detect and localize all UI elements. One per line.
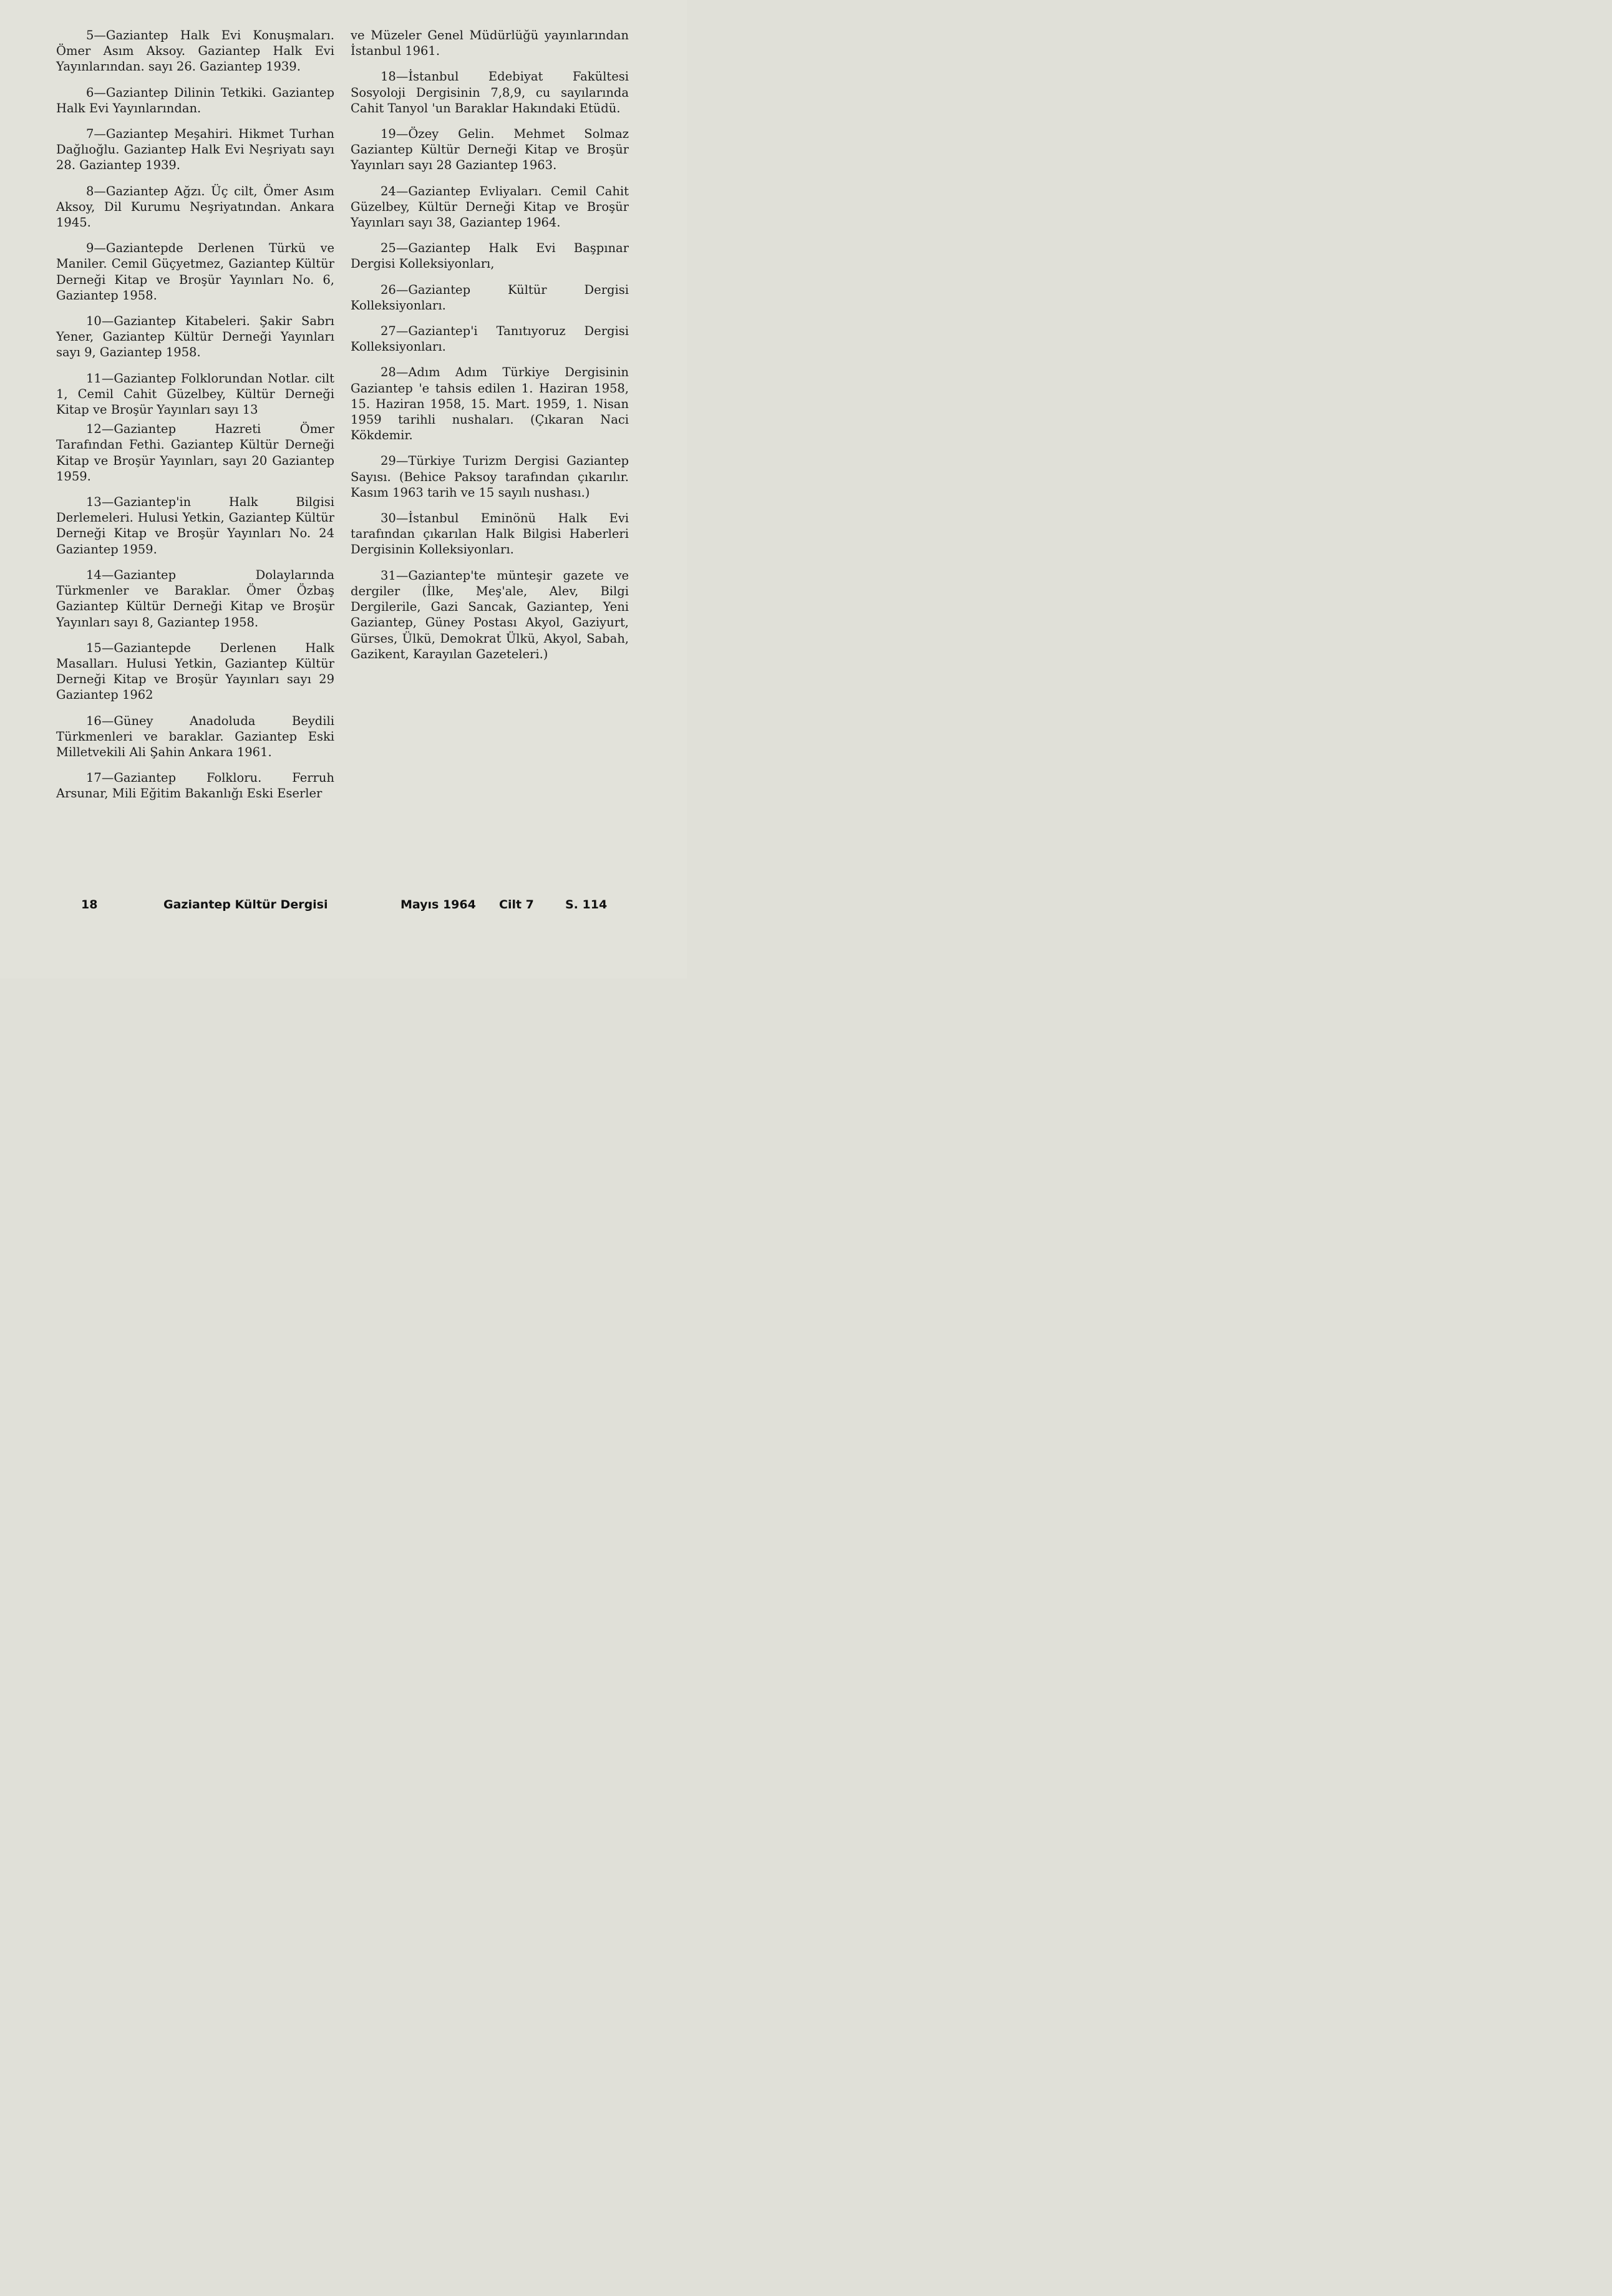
page-footer bbox=[0, 898, 687, 917]
bibliography-entry-8: 8—Gaziantep Ağzı. Üç cilt, Ömer Asım Aksoy, Dil Kurumu Neşriyatından. Ankara 1945. bbox=[56, 183, 334, 230]
bibliography-entry-29: 29—Türkiye Turizm Dergisi Gaziantep Sayısı. (Behice Paksoy tarafından çıkarılır. Kasım 1963 tarih ve 15 sayılı nushası.) bbox=[351, 454, 629, 500]
journal-title: Gaziantep Kültür Dergisi bbox=[163, 898, 328, 912]
volume-number: Cilt 7 bbox=[499, 898, 534, 912]
bibliography-entry-16: 16—Güney Anadoluda Beydili Türkmenleri ve baraklar. Gaziantep Eski Milletvekili Ali Şahin Ankara 1961. bbox=[56, 713, 334, 759]
bibliography-entry-11: 11—Gaziantep Folklorundan Notlar. cilt 1, Cemil Cahit Güzelbey, Kültür Derneği Kitap ve Broşür Yayınları sayı 13 bbox=[56, 371, 334, 417]
bibliography-entry-30: 30—İstanbul Eminönü Halk Evi tarafından çıkarılan Halk Bilgisi Haberleri Dergisinin Kolleksiyonları. bbox=[351, 511, 629, 557]
bibliography-entry-7: 7—Gaziantep Meşahiri. Hikmet Turhan Dağlıoğlu. Gaziantep Halk Evi Neşriyatı sayı 28. Gaziantep 1939. bbox=[56, 127, 334, 173]
bibliography-entry-14: 14—Gaziantep Dolaylarında Türkmenler ve Baraklar. Ömer Özbaş Gaziantep Kültür Derneği Kitap ve Broşür Yayınları sayı 8, Gaziantep 1958. bbox=[56, 567, 334, 630]
bibliography-entry-10: 10—Gaziantep Kitabeleri. Şakir Sabrı Yener, Gaziantep Kültür Derneği Yayınları sayı 9, Gaziantep 1958. bbox=[56, 314, 334, 360]
bibliography-entry-27: 27—Gaziantep'i Tanıtıyoruz Dergisi Kolleksiyonları. bbox=[351, 324, 629, 354]
bibliography-entry-25: 25—Gaziantep Halk Evi Başpınar Dergisi Kolleksiyonları, bbox=[351, 241, 629, 271]
bibliography-entry-5: 5—Gaziantep Halk Evi Konuşmaları. Ömer Asım Aksoy. Gaziantep Halk Evi Yayınlarından. sayı 26. Gaziantep 1939. bbox=[56, 28, 334, 74]
bibliography-entry-28: 28—Adım Adım Türkiye Dergisinin Gaziantep 'e tahsis edilen 1. Haziran 1958, 15. Haziran 1958, 15. Mart. 1959, 1. Nisan 1959 tarihli nushaları. (Çıkaran Naci Kökdemir. bbox=[351, 365, 629, 443]
bibliography-entry-24: 24—Gaziantep Evliyaları. Cemil Cahit Güzelbey, Kültür Derneği Kitap ve Broşür Yayınları sayı 38, Gaziantep 1964. bbox=[351, 183, 629, 230]
issue-number: S. 114 bbox=[565, 898, 608, 912]
bibliography-entry-9: 9—Gaziantepde Derlenen Türkü ve Maniler. Cemil Güçyetmez, Gaziantep Kültür Derneği Kitap ve Broşür Yayınları No. 6, Gaziantep 1958. bbox=[56, 241, 334, 303]
bibliography-entry-19: 19—Özey Gelin. Mehmet Solmaz Gaziantep Kültür Derneği Kitap ve Broşür Yayınları sayı 28 Gaziantep 1963. bbox=[351, 127, 629, 173]
journal-page bbox=[0, 0, 687, 978]
bibliography-entry-18: 18—İstanbul Edebiyat Fakültesi Sosyoloji Dergisinin 7,8,9, cu sayılarında Cahit Tanyol 'un Baraklar Hakındaki Etüdü. bbox=[351, 69, 629, 115]
bibliography-entry-26: 26—Gaziantep Kültür Dergisi Kolleksiyonları. bbox=[351, 282, 629, 313]
right-column bbox=[351, 27, 629, 672]
bibliography-entry-13: 13—Gaziantep'in Halk Bilgisi Derlemeleri. Hulusi Yetkin, Gaziantep Kültür Derneği Kitap ve Broşür Yayınları No. 24 Gaziantep 1959. bbox=[56, 495, 334, 557]
issue-date: Mayıs 1964 bbox=[401, 898, 476, 912]
bibliography-entry-17: 17—Gaziantep Folkloru. Ferruh Arsunar, Mili Eğitim Bakanlığı Eski Eserler bbox=[56, 771, 334, 801]
page-number: 18 bbox=[81, 898, 98, 912]
bibliography-entry-31: 31—Gaziantep'te münteşir gazete ve dergiler (İlke, Meş'ale, Alev, Bilgi Dergilerile, Gazi Sancak, Gaziantep, Yeni Gaziantep, Güney Postası Akyol, Gaziyurt, Gürses, Ülkü, Demokrat Ülkü, Akyol, Sabah, Gazikent, Karayılan Gazeteleri.) bbox=[351, 568, 629, 661]
bibliography-entry-6: 6—Gaziantep Dilinin Tetkiki. Gaziantep Halk Evi Yayınlarından. bbox=[56, 85, 334, 115]
bibliography-entry-12: 12—Gaziantep Hazreti Ömer Tarafından Fethi. Gaziantep Kültür Derneği Kitap ve Broşür Yayınları, sayı 20 Gaziantep 1959. bbox=[56, 422, 334, 484]
left-column bbox=[56, 27, 334, 812]
bibliography-entry-15: 15—Gaziantepde Derlenen Halk Masalları. Hulusi Yetkin, Gaziantep Kültür Derneği Kitap ve Broşür Yayınları sayı 29 Gaziantep 1962 bbox=[56, 640, 334, 703]
bibliography-entry-17-continued: ve Müzeler Genel Müdürlüğü yayınlarından İstanbul 1961. bbox=[351, 28, 629, 59]
